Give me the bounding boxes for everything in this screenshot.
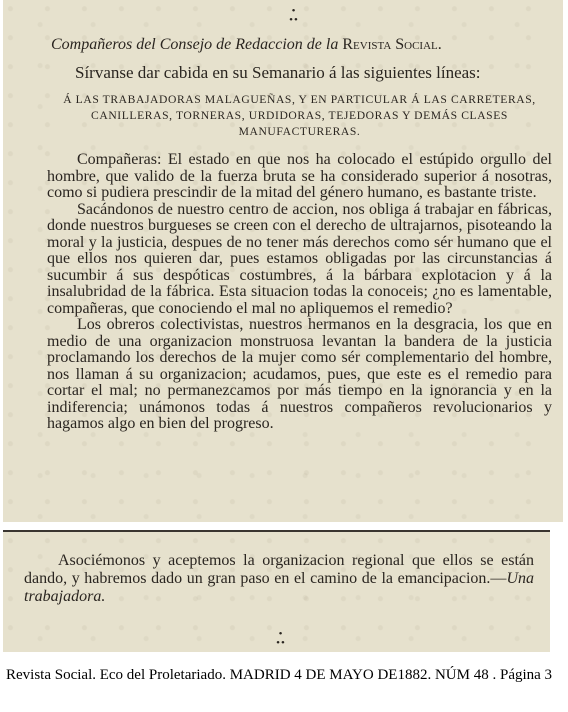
paragraph-2: Sacándonos de nuestro centro de accion, nos obliga á trabajar en fábricas, donde nuestros burgueses se creen con el derecho de ultrajarnos, pisoteando la moral y la justicia, despues de no tener más derechos como sér humano que el que ellos nos quieren dar, pues estamos obligadas por las circunstancias á sucumbir á sus despóticas costumbres, á la bárbara explotacion y á la insalubridad de la fábrica. Esta situacion todas la conoceis; ¿no es lamentable, compañeras, que conociendo el mal no apliquemos el remedio? xyxy=(47,200,552,317)
source-caption: Revista Social. Eco del Proletariado. MADRID 4 DE MAYO DE1882. NÚM 48 . Página 3 xyxy=(6,667,553,683)
asterism-ornament-bottom: • •• xyxy=(276,628,286,649)
paragraph-1: Compañeras: El estado en que nos ha colocado el estúpido orgullo del hombre, que valido de la fuerza bruta se ha considerado superior á nosotras, como si pudiera prescindir de la mitad del género humano, es bastante triste. xyxy=(47,151,552,201)
article-heading xyxy=(51,36,551,54)
closing-text: Asociémonos y aceptemos la organizacion regional que ellos se están dando, y habremos dado un gran paso en el camino de la emancipacion.—Una trabajadora. xyxy=(24,552,534,605)
asterism-ornament-top: • •• xyxy=(289,5,299,26)
bleed-through-text xyxy=(73,0,77,9)
scanned-article-top xyxy=(3,0,563,522)
heading-italic: Compañeros del Consejo de Redaccion de la xyxy=(51,36,339,53)
closing-paragraph xyxy=(24,552,534,606)
paragraph-3: Los obreros colectivistas, nuestros hermanos en la desgracia, los que en medio de una organizacion monstruosa levantan la bandera de la justicia proclamando los derechos de la mujer como sér complementario del hombre, nos llaman á su organizacion; acudamos, pues, que este es el remedio para cortar el mal; no permanezcamos por más tiempo en la ignorancia y en la indiferencia; unámonos todas á nuestros compañeros revolucionarios y hagamos algo en bien del progreso. xyxy=(47,316,552,432)
heading-periodical-name: Revista Social. xyxy=(342,36,442,53)
intro-line: Sírvanse dar cabida en su Semanario á las siguientes líneas: xyxy=(75,63,481,82)
article-body xyxy=(47,152,552,433)
signature: Una trabajadora. xyxy=(24,570,534,605)
address-title: Á LAS TRABAJADORAS MALAGUEÑAS, Y EN PARTICULAR Á LAS CARRETERAS, CANILLERAS, TORNERAS, URDIDORAS, TEJEDORAS Y DEMÁS CLASES MANUFACTURERAS. xyxy=(63,93,536,138)
scanned-article-bottom xyxy=(3,530,550,652)
